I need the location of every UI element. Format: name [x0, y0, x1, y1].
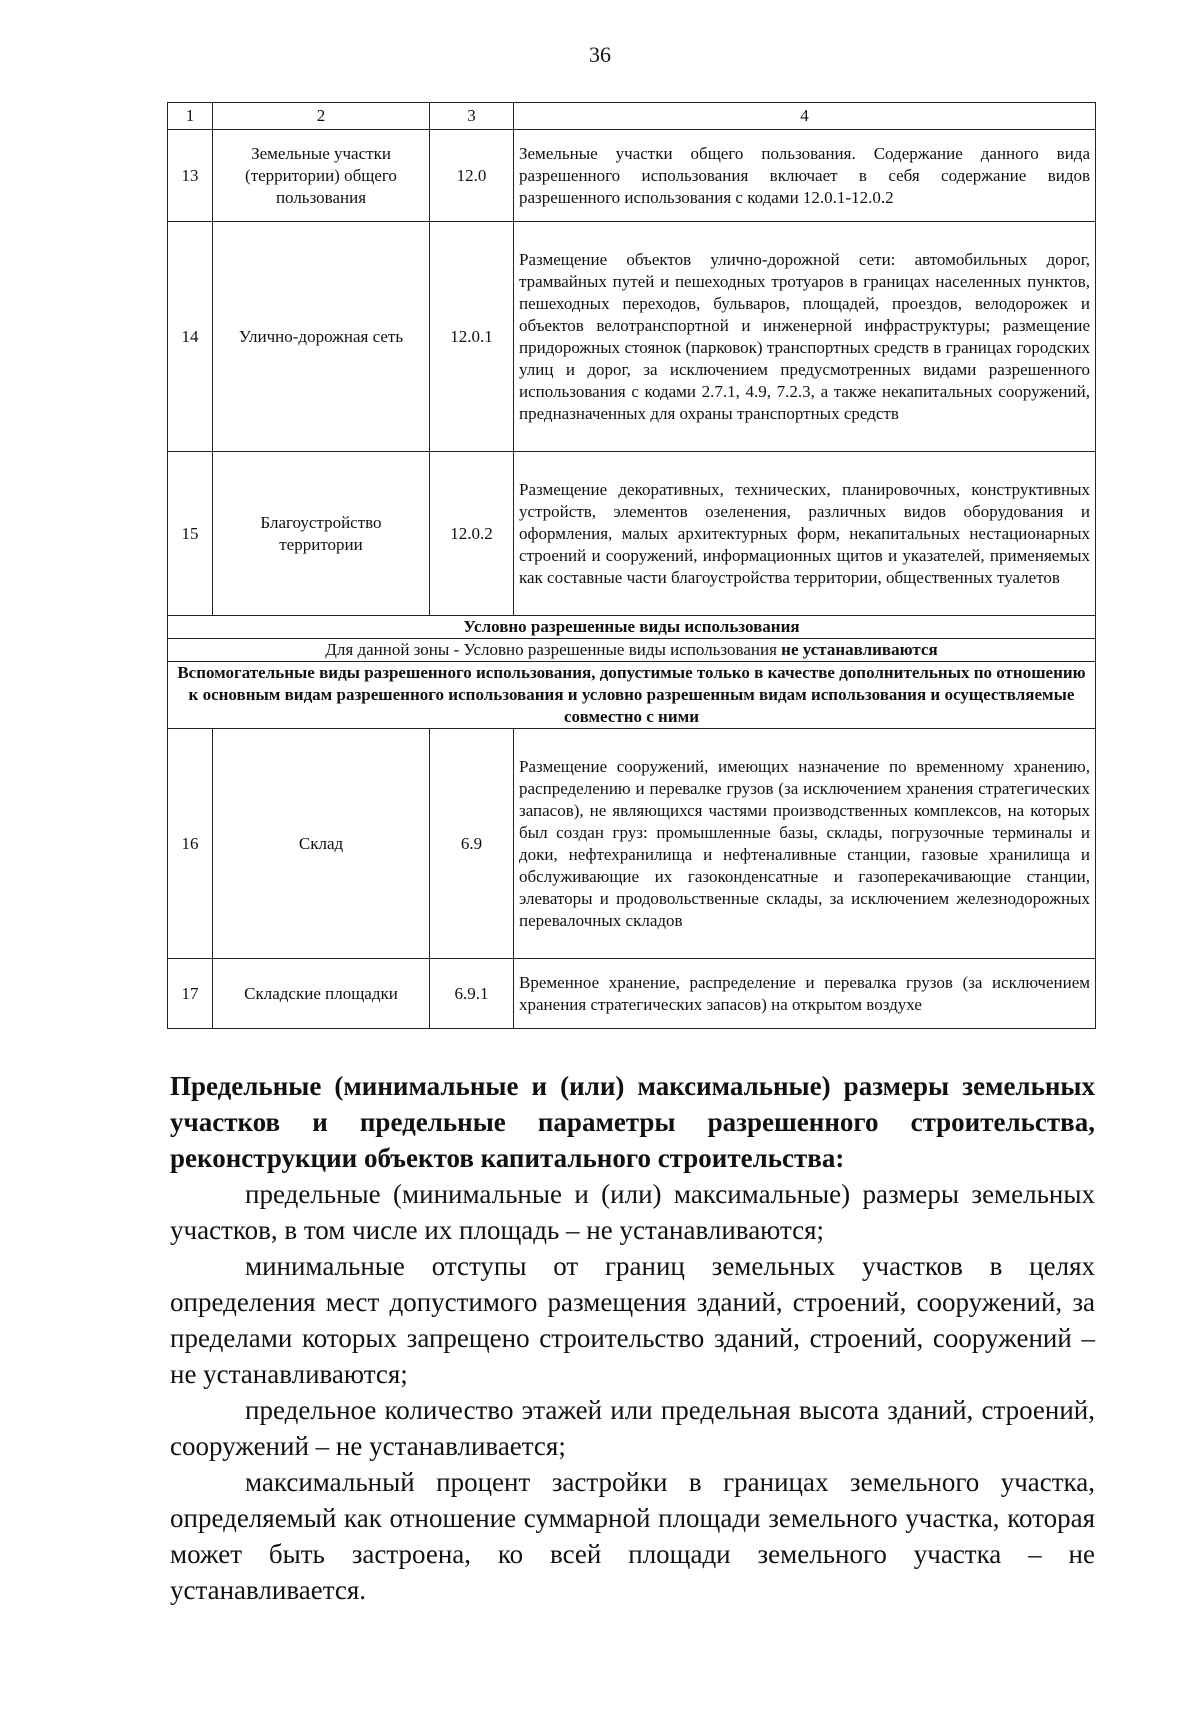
auxiliary-heading-row: [168, 662, 1096, 729]
row-number: 16: [168, 729, 213, 959]
conditional-heading: Условно разрешенные виды использования: [168, 616, 1096, 639]
use-code: 6.9: [430, 729, 514, 959]
use-code: 12.0.2: [430, 452, 514, 616]
section-paragraph: предельное количество этажей или предельная высота зданий, строений, сооружений – не устанавливается;: [170, 1395, 1095, 1461]
use-description: Земельные участки общего пользования. Содержание данного вида разрешенного использования включает в себя содержание видов разрешенного использования с кодами 12.0.1-12.0.2: [514, 130, 1096, 222]
use-code: 6.9.1: [430, 959, 514, 1029]
section-paragraph: предельные (минимальные и (или) максимальные) размеры земельных участков, в том числе их площадь – не устанавливаются;: [170, 1179, 1095, 1245]
table-header-row: [168, 103, 1096, 130]
row-number: 13: [168, 130, 213, 222]
table-row: [168, 729, 1096, 959]
section-paragraph: минимальные отступы от границ земельных участков в целях определения мест допустимого размещения зданий, строений, сооружений, за пределами которых запрещено строительство зданий, строений, сооружений – не устанавливаются;: [170, 1251, 1095, 1389]
column-header: 2: [213, 103, 430, 130]
conditional-note-row: [168, 639, 1096, 662]
limits-section: [170, 1068, 1095, 1608]
column-header: 4: [514, 103, 1096, 130]
use-description: Размещение сооружений, имеющих назначение по временному хранению, распределению и перевалке грузов (за исключением хранения стратегических запасов), не являющихся частями производственных комплексов, на которых был создан груз: промышленные базы, склады, погрузочные терминалы и доки, нефтехранилища и нефтеналивные станции, газовые хранилища и обслуживающие их газоконденсатные и газоперекачивающие станции, элеваторы и продовольственные склады, за исключением железнодорожных перевалочных складов: [514, 729, 1096, 959]
column-header: 3: [430, 103, 514, 130]
land-use-table: [167, 102, 1096, 1029]
use-name: Благоустройство территории: [213, 452, 430, 616]
conditional-heading-row: [168, 616, 1096, 639]
use-name: Склад: [213, 729, 430, 959]
use-description: Временное хранение, распределение и перевалка грузов (за исключением хранения стратегических запасов) на открытом воздухе: [514, 959, 1096, 1029]
table-row: [168, 130, 1096, 222]
use-name: Земельные участки (территории) общего пользования: [213, 130, 430, 222]
conditional-note-bold: не устанавливаются: [781, 640, 938, 659]
row-number: 15: [168, 452, 213, 616]
section-paragraph: максимальный процент застройки в границах земельного участка, определяемый как отношение суммарной площади земельного участка, которая может быть застроена, ко всей площади земельного участка – не устанавливается.: [170, 1467, 1095, 1605]
row-number: 14: [168, 222, 213, 452]
use-code: 12.0.1: [430, 222, 514, 452]
page-number: 36: [589, 42, 611, 67]
use-description: Размещение объектов улично-дорожной сети: автомобильных дорог, трамвайных путей и пешеходных тротуаров в границах населенных пунктов, пешеходных переходов, бульваров, площадей, проездов, велодорожек и объектов велотранспортной и инженерной инфраструктуры; размещение придорожных стоянок (парковок) транспортных средств в границах городских улиц и дорог, за исключением предусмотренных видами разрешенного использования с кодами 2.7.1, 4.9, 7.2.3, а также некапитальных сооружений, предназначенных для охраны транспортных средств: [514, 222, 1096, 452]
table-row: [168, 959, 1096, 1029]
conditional-note-prefix: Для данной зоны - Условно разрешенные виды использования: [325, 640, 782, 659]
use-name: Складские площадки: [213, 959, 430, 1029]
table-row: [168, 222, 1096, 452]
row-number: 17: [168, 959, 213, 1029]
table-row: [168, 452, 1096, 616]
column-header: 1: [168, 103, 213, 130]
section-heading: Предельные (минимальные и (или) максимальные) размеры земельных участков и предельные параметры разрешенного строительства, реконструкции объектов капитального строительства:: [170, 1071, 1095, 1173]
auxiliary-heading: Вспомогательные виды разрешенного использования, допустимые только в качестве дополнительных по отношению к основным видам разрешенного использования и условно разрешенным видам использования и осуществляемые совместно с ними: [168, 662, 1096, 729]
conditional-note: [168, 639, 1096, 662]
use-code: 12.0: [430, 130, 514, 222]
use-name: Улично-дорожная сеть: [213, 222, 430, 452]
use-description: Размещение декоративных, технических, планировочных, конструктивных устройств, элементов озеленения, различных видов оборудования и оформления, малых архитектурных форм, некапитальных нестационарных строений и сооружений, информационных щитов и указателей, применяемых как составные части благоустройства территории, общественных туалетов: [514, 452, 1096, 616]
